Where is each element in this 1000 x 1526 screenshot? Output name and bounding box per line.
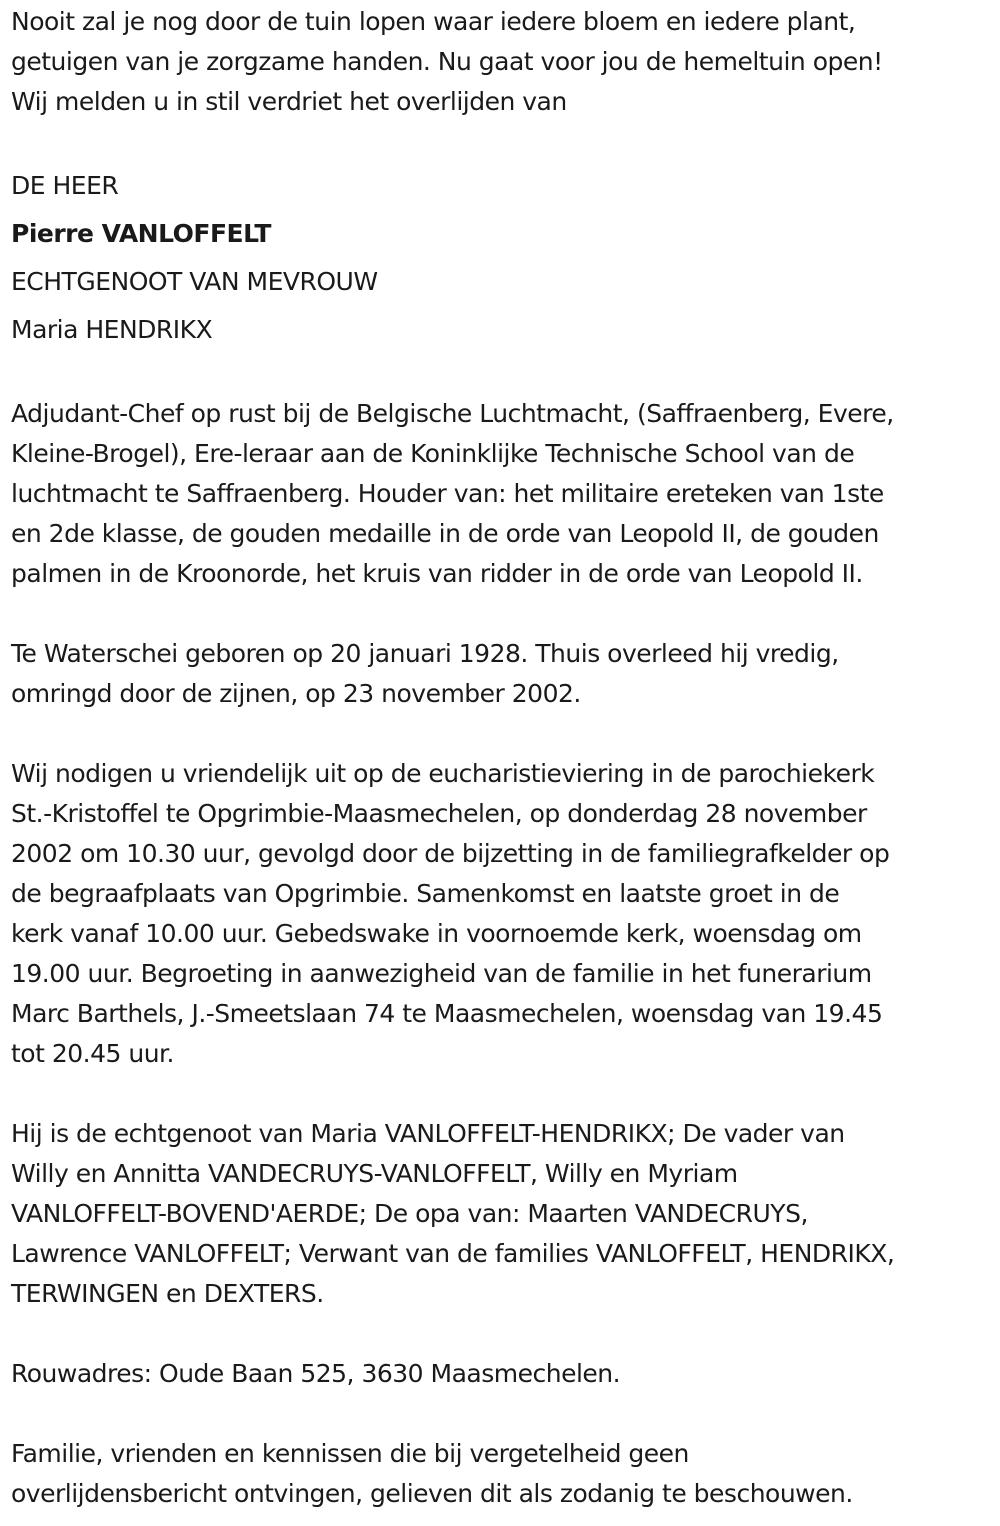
closing-paragraph — [11, 1434, 992, 1514]
text-line: omringd door de zijnen, op 23 november 2002. — [11, 679, 581, 708]
text-line: luchtmacht te Saffraenberg. Houder van: het militaire ereteken van 1ste — [11, 479, 884, 508]
text-line: en 2de klasse, de gouden medaille in de orde van Leopold II, de gouden — [11, 519, 879, 548]
text-line: Wij melden u in stil verdriet het overlijden van — [11, 87, 567, 116]
text-line: palmen in de Kroonorde, het kruis van ridder in de orde van Leopold II. — [11, 559, 863, 588]
text-line: Rouwadres: Oude Baan 525, 3630 Maasmechelen. — [11, 1359, 621, 1388]
deceased-header — [11, 162, 992, 354]
text-line: de begraafplaats van Opgrimbie. Samenkomst en laatste groet in de — [11, 879, 840, 908]
text-line: getuigen van je zorgzame handen. Nu gaat voor jou de hemeltuin open! — [11, 47, 883, 76]
honorific-title: DE HEER — [11, 171, 119, 200]
text-line: Kleine-Brogel), Ere-leraar aan de Koninklijke Technische School van de — [11, 439, 855, 468]
spouse-name: Maria HENDRIKX — [11, 315, 213, 344]
ceremony-paragraph — [11, 754, 992, 1074]
address-paragraph — [11, 1354, 992, 1394]
text-line: VANLOFFELT-BOVEND'AERDE; De opa van: Maarten VANDECRUYS, — [11, 1199, 808, 1228]
text-line: Lawrence VANLOFFELT; Verwant van de families VANLOFFELT, HENDRIKX, — [11, 1239, 895, 1268]
text-line: overlijdensbericht ontvingen, gelieven dit als zodanig te beschouwen. — [11, 1479, 853, 1508]
text-line: tot 20.45 uur. — [11, 1039, 174, 1068]
text-line: Nooit zal je nog door de tuin lopen waar iedere bloem en iedere plant, — [11, 7, 856, 36]
text-line: TERWINGEN en DEXTERS. — [11, 1279, 324, 1308]
text-line: Te Waterschei geboren op 20 januari 1928. Thuis overleed hij vredig, — [11, 639, 839, 668]
intro-paragraph — [11, 2, 992, 122]
text-line: St.-Kristoffel te Opgrimbie-Maasmechelen, op donderdag 28 november — [11, 799, 867, 828]
family-paragraph — [11, 1114, 992, 1314]
text-line: kerk vanaf 10.00 uur. Gebedswake in voornoemde kerk, woensdag om — [11, 919, 862, 948]
text-line: Willy en Annitta VANDECRUYS-VANLOFFELT, Willy en Myriam — [11, 1159, 738, 1188]
text-line: 19.00 uur. Begroeting in aanwezigheid van de familie in het funerarium — [11, 959, 872, 988]
text-line: Marc Barthels, J.-Smeetslaan 74 te Maasmechelen, woensdag van 19.45 — [11, 999, 883, 1028]
career-paragraph — [11, 394, 992, 594]
text-line: Familie, vrienden en kennissen die bij vergetelheid geen — [11, 1439, 689, 1468]
deceased-name: Pierre VANLOFFELT — [11, 219, 271, 248]
text-line: Wij nodigen u vriendelijk uit op de eucharistieviering in de parochiekerk — [11, 759, 875, 788]
text-line: Hij is de echtgenoot van Maria VANLOFFELT-HENDRIKX; De vader van — [11, 1119, 845, 1148]
text-line: Adjudant-Chef op rust bij de Belgische Luchtmacht, (Saffraenberg, Evere, — [11, 399, 894, 428]
spouse-title: ECHTGENOOT VAN MEVROUW — [11, 267, 378, 296]
birth-death-paragraph — [11, 634, 992, 714]
text-line: 2002 om 10.30 uur, gevolgd door de bijzetting in de familiegrafkelder op — [11, 839, 890, 868]
